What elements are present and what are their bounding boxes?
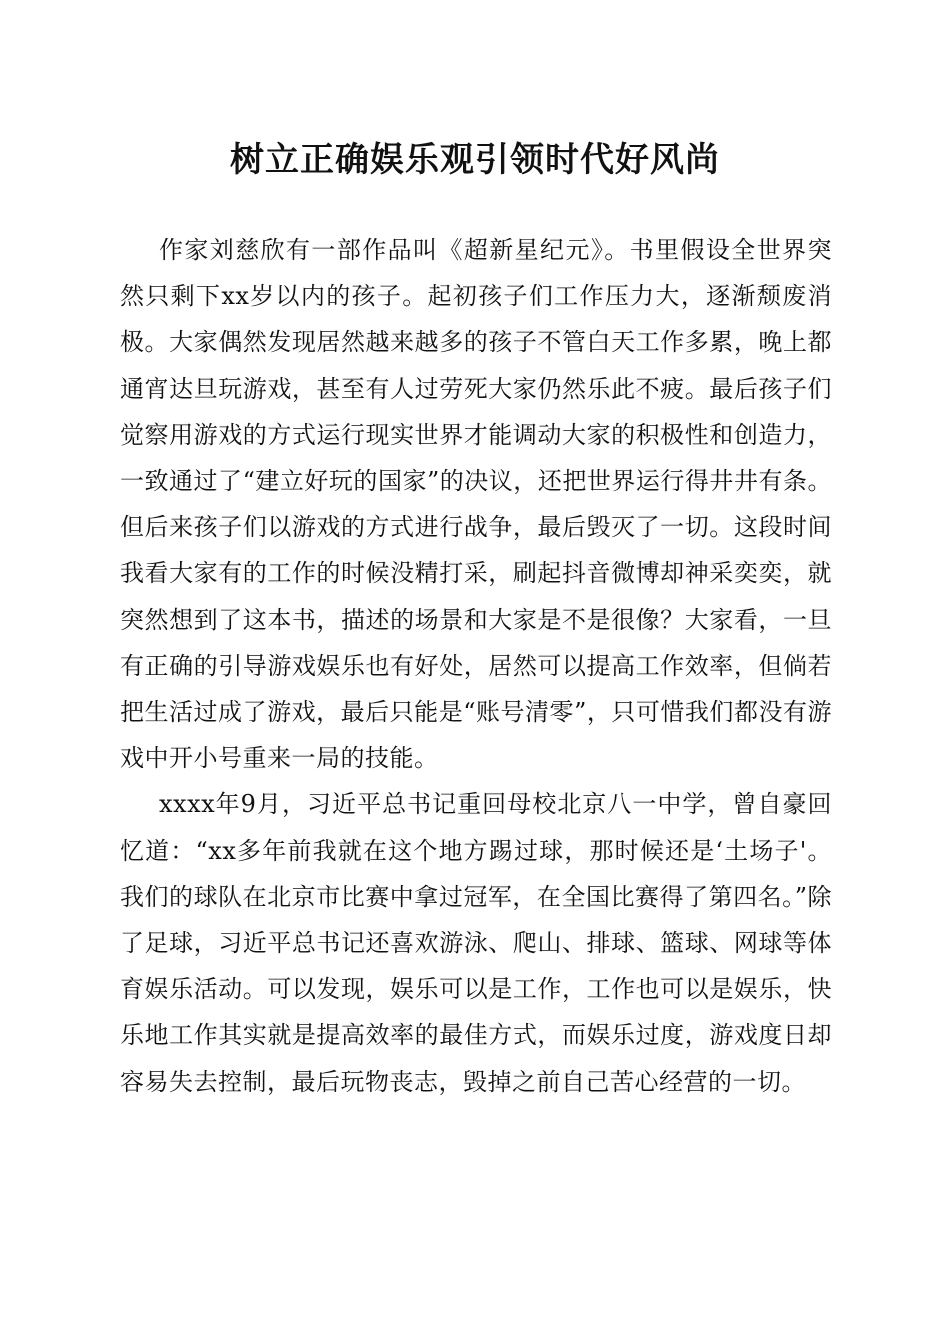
paragraph-1: 作家刘慈欣有一部作品叫《超新星纪元》。书里假设全世界突然只剩下xx岁以内的孩子。起初孩子们工作压力大，逐渐颓废消极。大家偶然发现居然越来越多的孩子不管白天工作多累，晚上都通宵达旦玩游戏，甚至有人过劳死大家仍然乐此不疲。最后孩子们觉察用游戏的方式运行现实世界才能调动大家的积极性和创造力，一致通过了“建立好玩的国家”的决议，还把世界运行得井井有条。但后来孩子们以游戏的方式进行战争，最后毁灭了一切。这段时间我看大家有的工作的时候没精打采，刷起抖音微博却神采奕奕，就突然想到了这本书，描述的场景和大家是不是很像？大家看，一旦有正确的引导游戏娱乐也有好处，居然可以提高工作效率，但倘若把生活过成了游戏，最后只能是“账号清零”，只可惜我们都没有游戏中开小号重来一局的技能。 — [120, 236, 832, 773]
document-body — [120, 227, 832, 1105]
document-title: 树立正确娱乐观引领时代好风尚 — [230, 140, 720, 180]
paragraph-2: xxxx年9月，习近平总书记重回母校北京八一中学，曾自豪回忆道：“xx多年前我就在这个地方踢过球，那时候还是‘土场子'。我们的球队在北京市比赛中拿过冠军，在全国比赛得了第四名。”除了足球，习近平总书记还喜欢游泳、爬山、排球、篮球、网球等体育娱乐活动。可以发现，娱乐可以是工作，工作也可以是娱乐，快乐地工作其实就是提高效率的最佳方式，而娱乐过度，游戏度日却容易失去控制，最后玩物丧志，毁掉之前自己苦心经营的一切。 — [120, 790, 832, 1096]
